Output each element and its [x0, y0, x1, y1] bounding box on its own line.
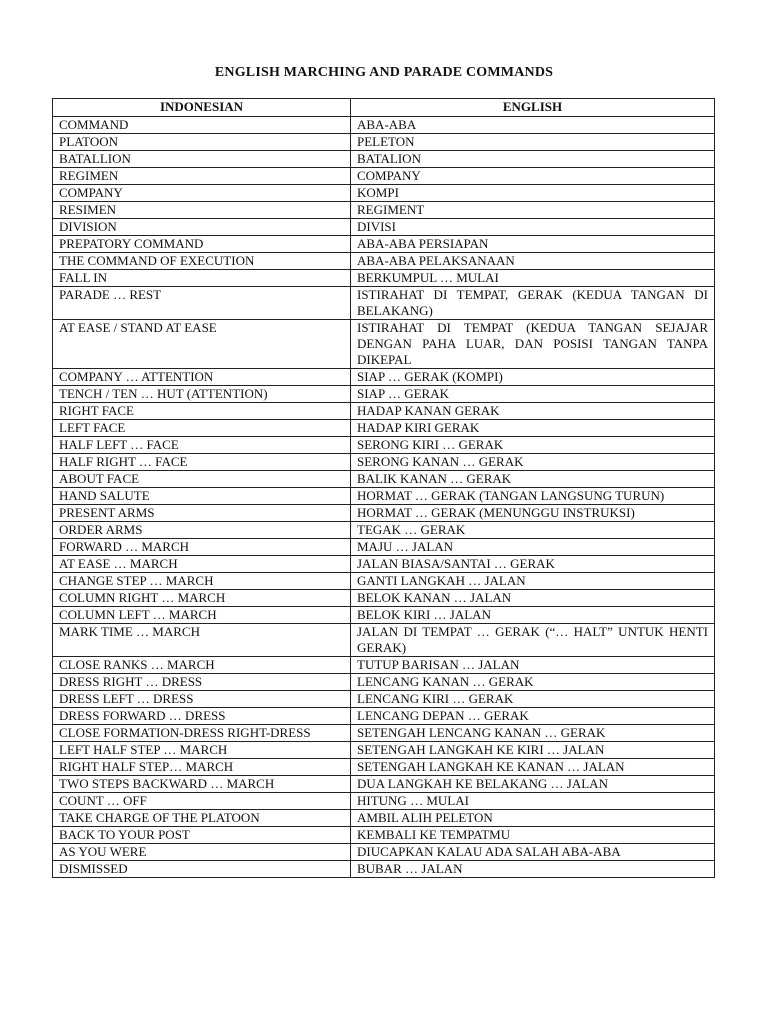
cell-english: ABA-ABA — [351, 117, 715, 134]
table-row — [53, 185, 715, 202]
cell-english: ISTIRAHAT DI TEMPAT, GERAK (KEDUA TANGAN DI BELAKANG) — [351, 287, 715, 320]
cell-indonesian: COMMAND — [53, 117, 351, 134]
cell-english: HORMAT … GERAK (TANGAN LANGSUNG TURUN) — [351, 488, 715, 505]
cell-english: TUTUP BARISAN … JALAN — [351, 657, 715, 674]
cell-english: DIUCAPKAN KALAU ADA SALAH ABA-ABA — [351, 844, 715, 861]
cell-english: SETENGAH LANGKAH KE KIRI … JALAN — [351, 742, 715, 759]
table-row — [53, 369, 715, 386]
cell-indonesian: BACK TO YOUR POST — [53, 827, 351, 844]
table-row — [53, 287, 715, 320]
table-row — [53, 151, 715, 168]
cell-indonesian: ABOUT FACE — [53, 471, 351, 488]
table-row — [53, 219, 715, 236]
cell-indonesian: MARK TIME … MARCH — [53, 624, 351, 657]
cell-english: LENCANG KIRI … GERAK — [351, 691, 715, 708]
cell-english: HORMAT … GERAK (MENUNGGU INSTRUKSI) — [351, 505, 715, 522]
cell-english: GANTI LANGKAH … JALAN — [351, 573, 715, 590]
page-title: ENGLISH MARCHING AND PARADE COMMANDS — [214, 65, 554, 80]
cell-english: BERKUMPUL … MULAI — [351, 270, 715, 287]
table-row — [53, 454, 715, 471]
cell-indonesian: PRESENT ARMS — [53, 505, 351, 522]
cell-english: SIAP … GERAK — [351, 386, 715, 403]
cell-indonesian: COLUMN RIGHT … MARCH — [53, 590, 351, 607]
table-row — [53, 861, 715, 878]
cell-indonesian: LEFT HALF STEP … MARCH — [53, 742, 351, 759]
table-row — [53, 253, 715, 270]
cell-english: ISTIRAHAT DI TEMPAT (KEDUA TANGAN SEJAJAR DENGAN PAHA LUAR, DAN POSISI TANGAN TANPA DIKEPAL — [351, 320, 715, 369]
cell-indonesian: TWO STEPS BACKWARD … MARCH — [53, 776, 351, 793]
table-row — [53, 827, 715, 844]
cell-indonesian: REGIMEN — [53, 168, 351, 185]
column-header-english: ENGLISH — [351, 99, 715, 117]
cell-indonesian: AT EASE / STAND AT EASE — [53, 320, 351, 369]
table-row — [53, 691, 715, 708]
cell-english: AMBIL ALIH PELETON — [351, 810, 715, 827]
cell-indonesian: FALL IN — [53, 270, 351, 287]
cell-indonesian: DRESS LEFT … DRESS — [53, 691, 351, 708]
table-row — [53, 539, 715, 556]
cell-english: KOMPI — [351, 185, 715, 202]
table-row — [53, 134, 715, 151]
cell-indonesian: RIGHT FACE — [53, 403, 351, 420]
cell-indonesian: TAKE CHARGE OF THE PLATOON — [53, 810, 351, 827]
table-row — [53, 420, 715, 437]
cell-english: DIVISI — [351, 219, 715, 236]
table-row — [53, 168, 715, 185]
cell-indonesian: DISMISSED — [53, 861, 351, 878]
table-row — [53, 776, 715, 793]
cell-indonesian: HALF LEFT … FACE — [53, 437, 351, 454]
cell-indonesian: AT EASE … MARCH — [53, 556, 351, 573]
cell-indonesian: PLATOON — [53, 134, 351, 151]
cell-english: BATALION — [351, 151, 715, 168]
cell-indonesian: RIGHT HALF STEP… MARCH — [53, 759, 351, 776]
table-row — [53, 386, 715, 403]
column-header-indonesian: INDONESIAN — [53, 99, 351, 117]
cell-english: MAJU … JALAN — [351, 539, 715, 556]
table-row — [53, 117, 715, 134]
table-row — [53, 810, 715, 827]
cell-english: BELOK KIRI … JALAN — [351, 607, 715, 624]
cell-indonesian: ORDER ARMS — [53, 522, 351, 539]
table-row — [53, 742, 715, 759]
cell-english: LENCANG DEPAN … GERAK — [351, 708, 715, 725]
table-row — [53, 403, 715, 420]
cell-indonesian: HALF RIGHT … FACE — [53, 454, 351, 471]
table-row — [53, 488, 715, 505]
table-row — [53, 624, 715, 657]
cell-english: ABA-ABA PERSIAPAN — [351, 236, 715, 253]
cell-english: BELOK KANAN … JALAN — [351, 590, 715, 607]
cell-indonesian: DRESS FORWARD … DRESS — [53, 708, 351, 725]
cell-indonesian: COMPANY — [53, 185, 351, 202]
cell-indonesian: FORWARD … MARCH — [53, 539, 351, 556]
table-row — [53, 270, 715, 287]
cell-english: HADAP KIRI GERAK — [351, 420, 715, 437]
table-header-row — [53, 99, 715, 117]
table-row — [53, 590, 715, 607]
table-row — [53, 844, 715, 861]
table-row — [53, 793, 715, 810]
cell-indonesian: RESIMEN — [53, 202, 351, 219]
table-row — [53, 522, 715, 539]
table-row — [53, 759, 715, 776]
cell-english: DUA LANGKAH KE BELAKANG … JALAN — [351, 776, 715, 793]
cell-indonesian: COUNT … OFF — [53, 793, 351, 810]
table-row — [53, 505, 715, 522]
table-body — [53, 117, 715, 878]
cell-english: BUBAR … JALAN — [351, 861, 715, 878]
cell-english: JALAN BIASA/SANTAI … GERAK — [351, 556, 715, 573]
cell-indonesian: PARADE … REST — [53, 287, 351, 320]
cell-english: TEGAK … GERAK — [351, 522, 715, 539]
cell-indonesian: THE COMMAND OF EXECUTION — [53, 253, 351, 270]
table-row — [53, 674, 715, 691]
cell-english: SETENGAH LANGKAH KE KANAN … JALAN — [351, 759, 715, 776]
table-row — [53, 708, 715, 725]
cell-indonesian: CHANGE STEP … MARCH — [53, 573, 351, 590]
table-row — [53, 320, 715, 369]
cell-english: BALIK KANAN … GERAK — [351, 471, 715, 488]
cell-english: SIAP … GERAK (KOMPI) — [351, 369, 715, 386]
cell-indonesian: PREPATORY COMMAND — [53, 236, 351, 253]
cell-english: SETENGAH LENCANG KANAN … GERAK — [351, 725, 715, 742]
cell-indonesian: AS YOU WERE — [53, 844, 351, 861]
cell-indonesian: HAND SALUTE — [53, 488, 351, 505]
cell-english: SERONG KIRI … GERAK — [351, 437, 715, 454]
cell-english: COMPANY — [351, 168, 715, 185]
cell-english: LENCANG KANAN … GERAK — [351, 674, 715, 691]
cell-indonesian: CLOSE RANKS … MARCH — [53, 657, 351, 674]
table-row — [53, 725, 715, 742]
cell-indonesian: DIVISION — [53, 219, 351, 236]
cell-indonesian: COLUMN LEFT … MARCH — [53, 607, 351, 624]
cell-indonesian: LEFT FACE — [53, 420, 351, 437]
cell-indonesian: COMPANY … ATTENTION — [53, 369, 351, 386]
table-row — [53, 202, 715, 219]
cell-indonesian: DRESS RIGHT … DRESS — [53, 674, 351, 691]
table-row — [53, 657, 715, 674]
commands-table — [52, 98, 715, 878]
table-row — [53, 471, 715, 488]
cell-english: PELETON — [351, 134, 715, 151]
table-row — [53, 236, 715, 253]
table-row — [53, 607, 715, 624]
table-row — [53, 437, 715, 454]
cell-indonesian: CLOSE FORMATION-DRESS RIGHT-DRESS — [53, 725, 351, 742]
cell-english: HITUNG … MULAI — [351, 793, 715, 810]
cell-english: HADAP KANAN GERAK — [351, 403, 715, 420]
cell-english: SERONG KANAN … GERAK — [351, 454, 715, 471]
table-row — [53, 556, 715, 573]
cell-english: JALAN DI TEMPAT … GERAK (“… HALT” UNTUK HENTI GERAK) — [351, 624, 715, 657]
cell-english: ABA-ABA PELAKSANAAN — [351, 253, 715, 270]
cell-indonesian: BATALLION — [53, 151, 351, 168]
table-row — [53, 573, 715, 590]
cell-english: KEMBALI KE TEMPATMU — [351, 827, 715, 844]
cell-indonesian: TENCH / TEN … HUT (ATTENTION) — [53, 386, 351, 403]
cell-english: REGIMENT — [351, 202, 715, 219]
